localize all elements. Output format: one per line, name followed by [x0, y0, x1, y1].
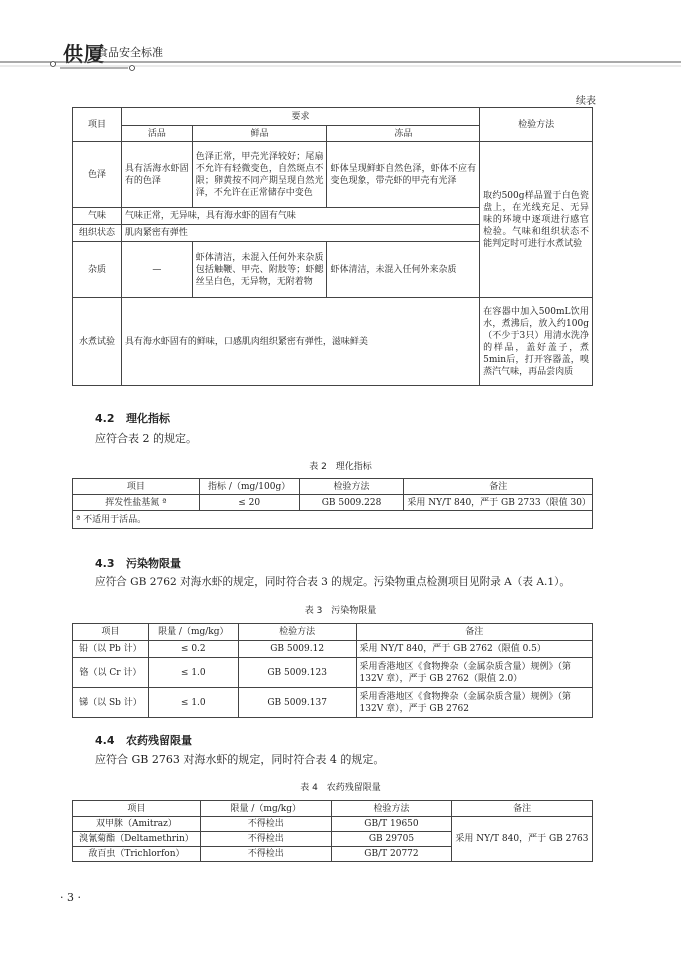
- section-4-4-title: 农药残留限量: [126, 734, 192, 747]
- row-boil-method: 在容器中加入500mL饮用水，煮沸后，放入约100g（不少于3只）用清水洗净的样品，盖好盖子，煮5min后，打开容器盖，嗅蒸汽气味，再品尝肉质: [480, 298, 593, 386]
- row-impurity-frozen: 虾体清洁，未混入任何外来杂质: [327, 242, 480, 298]
- t3-cell-remark: 采用香港地区《食物搀杂（金属杂质含量）规例》（第 132V 章），严于 GB 2762（限值 2.0）: [356, 658, 592, 688]
- t4-cell-remark: 采用 NY/T 840，严于 GB 2763: [452, 817, 593, 862]
- header-fresh: 鲜品: [192, 126, 327, 142]
- row-texture-item: 组织状态: [73, 225, 122, 242]
- t4-cell-limit: 不得检出: [200, 817, 331, 832]
- table-row: [73, 688, 593, 718]
- t4-header-remark: 备注: [452, 801, 593, 817]
- table2-caption: 表 2 理化指标: [309, 462, 372, 472]
- section-4-3-heading: [95, 555, 181, 571]
- t3-header-remark: 备注: [356, 624, 592, 641]
- t4-cell-limit: 不得检出: [200, 832, 331, 847]
- t2-header-remark: 备注: [404, 479, 593, 495]
- row-odor-value: 气味正常，无异味，具有海水虾的固有气味: [121, 208, 479, 225]
- section-4-3-title: 污染物限量: [126, 557, 181, 570]
- brand-subtitle: 食品安全标准: [97, 46, 163, 59]
- t2-cell-limit: ≤ 20: [199, 495, 299, 511]
- t2-header-item: 项目: [73, 479, 200, 495]
- t3-cell-item: 锑（以 Sb 计）: [73, 688, 149, 718]
- t3-cell-remark: 采用香港地区《食物搀杂（金属杂质含量）规例》（第 132V 章），严于 GB 2762: [356, 688, 592, 718]
- row-color-item: 色泽: [73, 142, 122, 208]
- t3-cell-limit: ≤ 0.2: [148, 641, 238, 658]
- row-color-frozen: 虾体呈现鲜虾自然色泽，虾体不应有变色现象，带壳虾的甲壳有光泽: [327, 142, 480, 208]
- t2-header-method: 检验方法: [299, 479, 404, 495]
- section-4-2-text: 应符合表 2 的规定。: [95, 432, 197, 445]
- section-4-2-number: 4.2: [95, 412, 115, 425]
- t4-header-method: 检验方法: [331, 801, 452, 817]
- t4-header-item: 项目: [73, 801, 201, 817]
- row-boil-value: 具有海水虾固有的鲜味，口感肌肉组织紧密有弹性，滋味鲜美: [121, 298, 479, 386]
- t3-cell-item: 铅（以 Pb 计）: [73, 641, 149, 658]
- t3-cell-method: GB 5009.123: [238, 658, 356, 688]
- physchem-table: [72, 478, 593, 529]
- section-4-2-title: 理化指标: [126, 412, 170, 425]
- t3-cell-method: GB 5009.12: [238, 641, 356, 658]
- continued-label: 续表: [576, 96, 596, 107]
- contaminant-table: [72, 623, 593, 718]
- t3-header-limit: 限量 /（mg/kg）: [148, 624, 238, 641]
- t4-cell-item: 敌百虫（Trichlorfon）: [73, 847, 201, 862]
- sensory-table: [72, 107, 593, 386]
- section-4-4-text: 应符合 GB 2763 对海水虾的规定，同时符合表 4 的规定。: [95, 753, 385, 766]
- section-4-3-text: 应符合 GB 2762 对海水虾的规定，同时符合表 3 的规定。污染物重点检测项目见附录 A（表 A.1）。: [95, 576, 571, 588]
- header-rule: [0, 55, 681, 75]
- row-impurity-item: 杂质: [73, 242, 122, 298]
- header-frozen: 冻品: [327, 126, 480, 142]
- t3-cell-item: 铬（以 Cr 计）: [73, 658, 149, 688]
- t4-cell-item: 溴氰菊酯（Deltamethrin）: [73, 832, 201, 847]
- t4-header-limit: 限量 /（mg/kg）: [200, 801, 331, 817]
- t3-cell-limit: ≤ 1.0: [148, 658, 238, 688]
- table4-caption: 表 4 农药残留限量: [300, 783, 381, 793]
- header-live: 活品: [121, 126, 192, 142]
- t2-cell-method: GB 5009.228: [299, 495, 404, 511]
- t3-cell-method: GB 5009.137: [238, 688, 356, 718]
- table-row: [73, 641, 593, 658]
- sensory-method: 取约500g样品置于白色瓷盘上，在光线充足、无异味的环境中逐项进行感官检验。气味和组织状态不能判定时可进行水煮试验: [480, 142, 593, 298]
- t2-cell-item: 挥发性盐基氮 ª: [73, 495, 200, 511]
- row-texture-value: 肌肉紧密有弹性: [121, 225, 479, 242]
- t4-cell-method: GB/T 19650: [331, 817, 452, 832]
- header-requirement: 要求: [121, 108, 479, 126]
- t3-cell-limit: ≤ 1.0: [148, 688, 238, 718]
- t2-footnote: ª 不适用于活品。: [73, 511, 593, 529]
- row-color-fresh: 色泽正常，甲壳光泽较好；尾扇不允许有轻微变色，自然斑点不限；卵黄按不同产期呈现自然光泽，不允许在正常储存中变色: [192, 142, 327, 208]
- t4-cell-item: 双甲脒（Amitraz）: [73, 817, 201, 832]
- row-boil-item: 水煮试验: [73, 298, 122, 386]
- table3-caption: 表 3 污染物限量: [304, 606, 377, 616]
- t2-header-limit: 指标 /（mg/100g）: [199, 479, 299, 495]
- t3-header-method: 检验方法: [238, 624, 356, 641]
- t4-cell-method: GB/T 20772: [331, 847, 452, 862]
- section-4-3-number: 4.3: [95, 557, 115, 570]
- section-4-2-heading: [95, 410, 170, 426]
- t2-cell-remark: 采用 NY/T 840，严于 GB 2733（限值 30）: [404, 495, 593, 511]
- row-impurity-live: —: [121, 242, 192, 298]
- t3-header-item: 项目: [73, 624, 149, 641]
- header-method: 检验方法: [480, 108, 593, 142]
- row-odor-item: 气味: [73, 208, 122, 225]
- table-row: [73, 817, 593, 832]
- row-impurity-fresh: 虾体清洁，未混入任何外来杂质包括触鞭、甲壳、附肢等；虾鳃丝呈白色，无异物，无附着物: [192, 242, 327, 298]
- header-item: 项目: [73, 108, 122, 142]
- t4-cell-method: GB 29705: [331, 832, 452, 847]
- pesticide-table: [72, 800, 593, 862]
- section-4-4-number: 4.4: [95, 734, 115, 747]
- brand-logo-text: 供厦: [63, 42, 105, 66]
- t3-cell-remark: 采用 NY/T 840，严于 GB 2762（限值 0.5）: [356, 641, 592, 658]
- table-row: [73, 658, 593, 688]
- row-color-live: 具有活海水虾固有的色泽: [121, 142, 192, 208]
- page-number: · 3 ·: [60, 891, 81, 904]
- section-4-4-heading: [95, 732, 192, 748]
- t4-cell-limit: 不得检出: [200, 847, 331, 862]
